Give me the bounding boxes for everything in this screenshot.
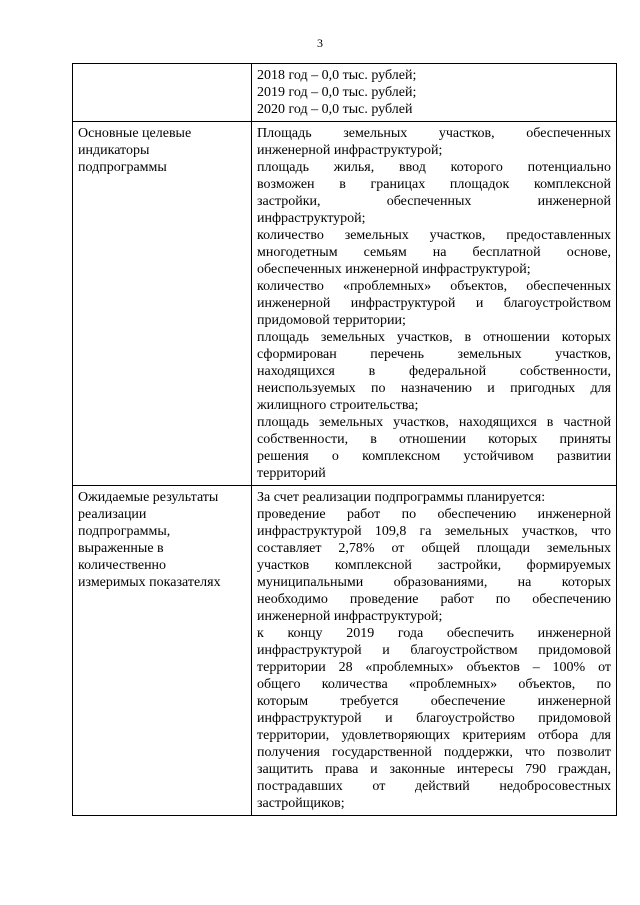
label-line: количественно — [78, 558, 167, 573]
content-line: жилищного строительства; — [257, 398, 419, 413]
subprogram-passport-table — [72, 63, 617, 816]
row-content-cell — [252, 486, 617, 816]
content-line: решения о комплексном устойчивом развитии — [257, 449, 611, 464]
content-line: муниципальными образованиями, на которых — [257, 575, 611, 590]
content-line: инфраструктурой 109,8 га земельных участков, что — [257, 524, 611, 539]
content-line: инженерной инфраструктурой; — [257, 609, 443, 624]
content-line: территории, удовлетворяющих критериям отбора для — [257, 728, 611, 743]
table-row — [73, 64, 617, 122]
content-line: количество «проблемных» объектов, обеспеченных — [257, 279, 611, 294]
content-line: территории 28 «проблемных» объектов – 100% от — [257, 660, 611, 675]
content-line: площадь земельных участков, в отношении которых — [257, 330, 611, 345]
content-line: придомовой территории; — [257, 313, 406, 328]
row-content-cell — [252, 64, 617, 122]
content-line: которым требуется обеспечение инженерной — [257, 694, 611, 709]
content-line: защитить права и законные интересы 790 граждан, — [257, 762, 611, 777]
page-number: 3 — [317, 36, 323, 50]
content-line: многодетным семьям на бесплатной основе, — [257, 245, 611, 260]
label-line: Основные целевые — [78, 126, 192, 141]
content-line: 2018 год – 0,0 тыс. рублей; — [257, 68, 417, 83]
table-row — [73, 122, 617, 486]
content-line: к концу 2019 года обеспечить инженерной — [257, 626, 611, 641]
content-line: 2020 год – 0,0 тыс. рублей — [257, 102, 413, 117]
content-line: пострадавших от действий недобросовестных — [257, 779, 611, 794]
content-line: общего количества «проблемных» объектов, по — [257, 677, 611, 692]
label-line: индикаторы — [78, 143, 150, 158]
row-label-cell — [73, 64, 252, 122]
label-line: подпрограммы — [78, 160, 167, 175]
content-line: площадь жилья, ввод которого потенциально — [257, 160, 611, 175]
content-line: застройки, обеспеченных инженерной — [257, 194, 611, 209]
content-line: инфраструктурой и благоустройство придомовой — [257, 711, 611, 726]
content-line: проведение работ по обеспечению инженерной — [257, 507, 611, 522]
content-line: составляет 2,78% от общей площади земельных — [257, 541, 611, 556]
content-line: инфраструктурой и благоустройством придомовой — [257, 643, 611, 658]
content-line: находящихся в федеральной собственности, — [257, 364, 611, 379]
content-line: возможен в границах площадок комплексной — [257, 177, 611, 192]
content-line: неиспользуемых по назначению и пригодных для — [257, 381, 611, 396]
label-line: подпрограммы, — [78, 524, 171, 539]
content-line: инженерной инфраструктурой и благоустройством — [257, 296, 611, 311]
label-line: измеримых показателях — [78, 575, 221, 590]
content-line: количество земельных участков, предоставленных — [257, 228, 611, 243]
content-line: собственности, в отношении которых приняты — [257, 432, 611, 447]
label-line: реализации — [78, 507, 147, 522]
content-line: застройщиков; — [257, 796, 345, 811]
label-line: Ожидаемые результаты — [78, 490, 219, 505]
content-line: обеспеченных инженерной инфраструктурой; — [257, 262, 531, 277]
content-line: инженерной инфраструктурой; — [257, 143, 443, 158]
content-line: инфраструктурой; — [257, 211, 366, 226]
content-line: За счет реализации подпрограммы планируется: — [257, 490, 546, 505]
content-line: участков комплексной застройки, формируемых — [257, 558, 611, 573]
label-line: выраженные в — [78, 541, 164, 556]
content-line: площадь земельных участков, находящихся в частной — [257, 415, 611, 430]
content-line: получения государственной поддержки, что позволит — [257, 745, 611, 760]
table-row — [73, 486, 617, 816]
row-label-cell — [73, 486, 252, 816]
content-line: Площадь земельных участков, обеспеченных — [257, 126, 611, 141]
content-line: необходимо проведение работ по обеспечению — [257, 592, 611, 607]
content-line: 2019 год – 0,0 тыс. рублей; — [257, 85, 417, 100]
row-content-cell — [252, 122, 617, 486]
row-label-cell — [73, 122, 252, 486]
content-line: территорий — [257, 466, 326, 481]
content-line: сформирован перечень земельных участков, — [257, 347, 611, 362]
